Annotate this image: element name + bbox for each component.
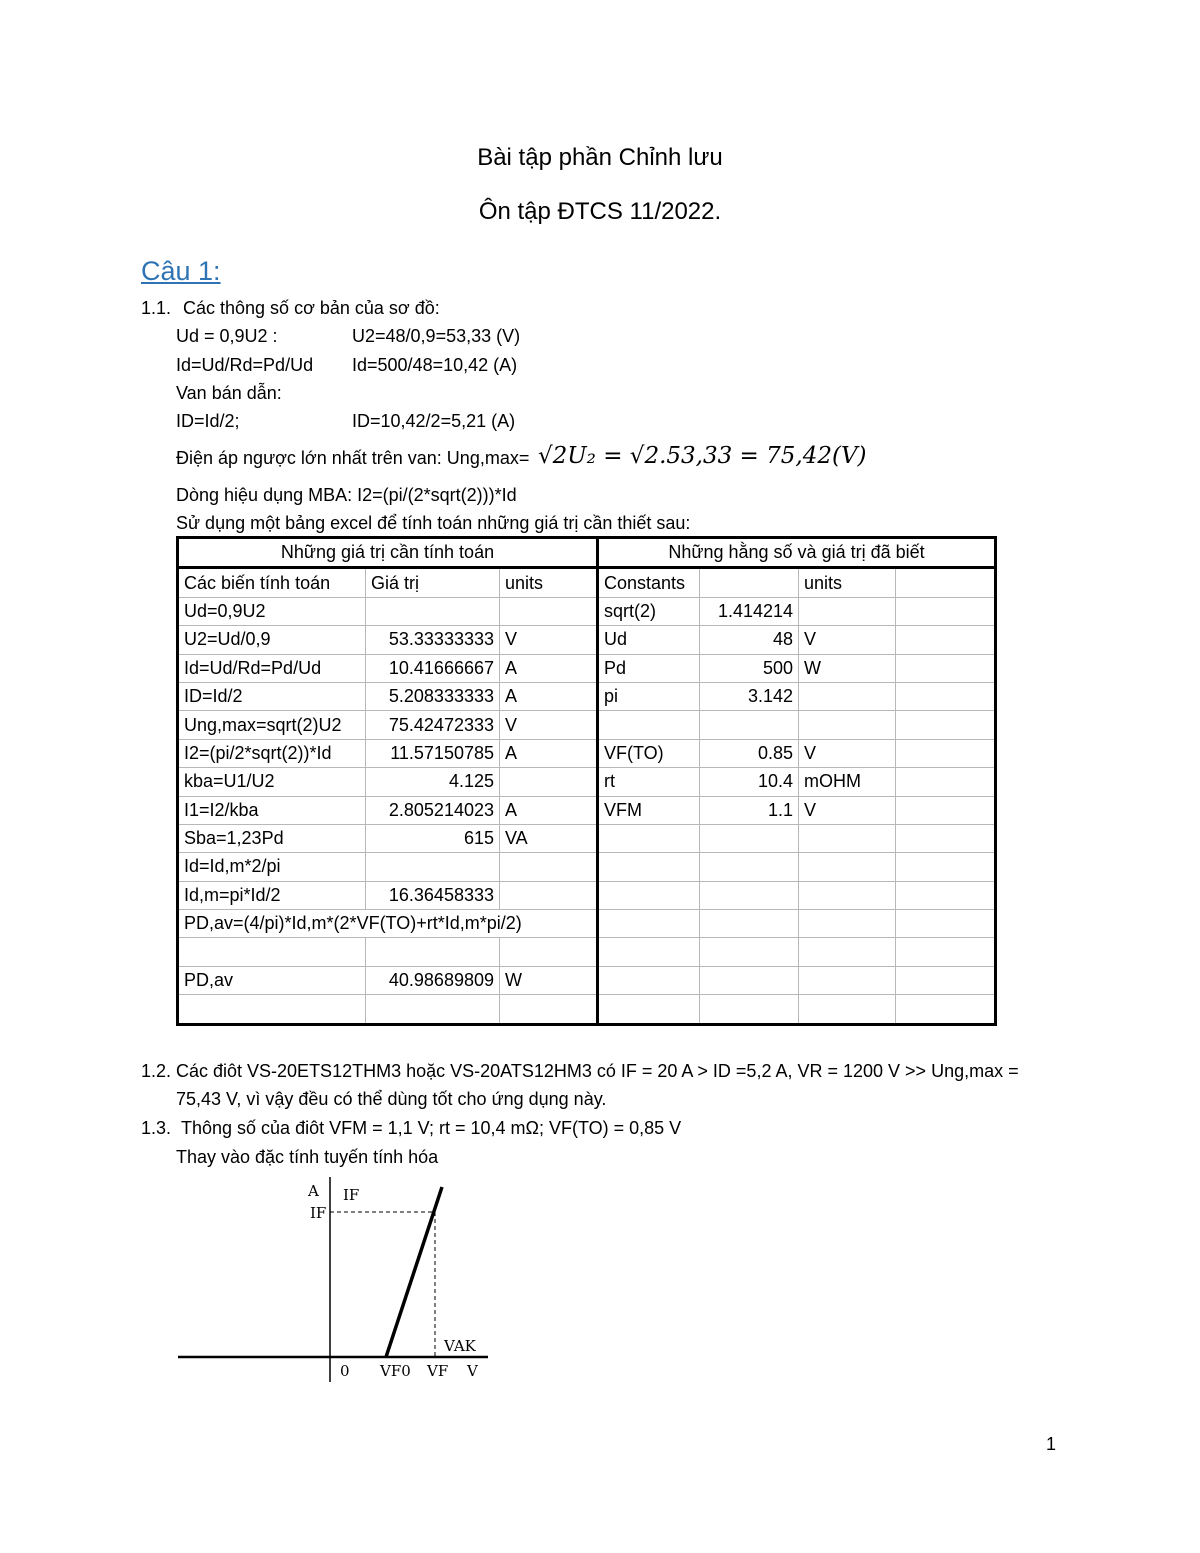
- table-cell: 10.41666667: [366, 654, 500, 682]
- transformer-current-text: Dòng hiệu dụng MBA: I2=(pi/(2*sqrt(2)))*Id: [176, 485, 517, 505]
- table-cell: [799, 597, 896, 625]
- table-cell: [178, 995, 366, 1024]
- table-cell: [896, 768, 996, 796]
- formula-id-left: Id=Ud/Rd=Pd/Ud: [176, 355, 314, 375]
- table-cell: [799, 824, 896, 852]
- table-cell: 53.33333333: [366, 626, 500, 654]
- table-cell: [700, 568, 799, 597]
- table-cell: A: [500, 796, 598, 824]
- table-cell: V: [799, 796, 896, 824]
- table-cell: Sba=1,23Pd: [178, 824, 366, 852]
- axis-label-a: A: [308, 1182, 319, 1200]
- page-number: 1: [1046, 1434, 1057, 1454]
- table-row: [178, 966, 996, 994]
- table-cell: 11.57150785: [366, 739, 500, 767]
- table-cell: [366, 853, 500, 881]
- table-cell: rt: [598, 768, 700, 796]
- page-subtitle: Ôn tập ĐTCS 11/2022.: [478, 198, 722, 225]
- table-cell: [896, 711, 996, 739]
- table-row: [178, 796, 996, 824]
- table-cell: PD,av: [178, 966, 366, 994]
- table-cell: [896, 682, 996, 710]
- table-cell: [700, 910, 799, 938]
- label-vf0: VF0: [380, 1362, 411, 1380]
- table-cell: 40.98689809: [366, 966, 500, 994]
- table-cell: VF(TO): [598, 739, 700, 767]
- table-cell: [799, 682, 896, 710]
- formula-ud-left: Ud = 0,9U2 :: [176, 326, 278, 346]
- table-cell: [598, 910, 700, 938]
- semiconductor-label: Van bán dẫn:: [176, 383, 282, 403]
- table-cell: 0.85: [700, 739, 799, 767]
- table-header-left: Những giá trị cần tính toán: [178, 538, 598, 568]
- table-cell: [366, 995, 500, 1024]
- table-cell: [896, 796, 996, 824]
- table-cell: Các biến tính toán: [178, 568, 366, 597]
- table-cell: [700, 995, 799, 1024]
- table-cell: mOHM: [799, 768, 896, 796]
- table-cell: [178, 938, 366, 966]
- table-row: [178, 711, 996, 739]
- table-cell: Pd: [598, 654, 700, 682]
- table-cell: [799, 966, 896, 994]
- table-cell: [366, 597, 500, 625]
- table-cell: 3.142: [700, 682, 799, 710]
- table-cell: V: [799, 739, 896, 767]
- table-cell: [366, 938, 500, 966]
- table-cell: [896, 881, 996, 909]
- item-1-2-line2: 75,43 V, vì vậy đều có thể dùng tốt cho ứng dụng này.: [176, 1089, 607, 1109]
- table-cell: [598, 711, 700, 739]
- table-cell: Id=Id,m*2/pi: [178, 853, 366, 881]
- table-cell: [598, 824, 700, 852]
- table-header-right: Những hằng số và giá trị đã biết: [598, 538, 996, 568]
- table-cell: VA: [500, 824, 598, 852]
- item-1-3-line1: Thông số của điôt VFM = 1,1 V; rt = 10,4 mΩ; VF(TO) = 0,85 V: [181, 1118, 682, 1138]
- table-cell: I2=(pi/2*sqrt(2))*Id: [178, 739, 366, 767]
- table-row: [178, 995, 996, 1024]
- table-cell: Id,m=pi*Id/2: [178, 881, 366, 909]
- diode-characteristic-graph: [170, 1172, 500, 1392]
- table-cell: [598, 995, 700, 1024]
- table-cell: [896, 597, 996, 625]
- table-cell: PD,av=(4/pi)*Id,m*(2*VF(TO)+rt*Id,m*pi/2): [178, 910, 598, 938]
- table-cell: [598, 881, 700, 909]
- table-row: [178, 910, 996, 938]
- item-1-2-number: 1.2.: [141, 1061, 172, 1081]
- table-cell: [700, 824, 799, 852]
- table-cell: 1.414214: [700, 597, 799, 625]
- table-cell: [799, 711, 896, 739]
- label-vak: VAK: [444, 1337, 476, 1355]
- table-cell: [896, 853, 996, 881]
- table-cell: [896, 626, 996, 654]
- table-cell: [799, 938, 896, 966]
- table-cell: [700, 966, 799, 994]
- table-cell: units: [799, 568, 896, 597]
- label-if-top: IF: [343, 1186, 360, 1204]
- table-cell: [500, 881, 598, 909]
- table-cell: 16.36458333: [366, 881, 500, 909]
- table-cell: pi: [598, 682, 700, 710]
- table-cell: 10.4: [700, 768, 799, 796]
- table-cell: units: [500, 568, 598, 597]
- table-row: [178, 597, 996, 625]
- item-1-3-number: 1.3.: [141, 1118, 172, 1138]
- table-cell: 5.208333333: [366, 682, 500, 710]
- table-cell: V: [500, 711, 598, 739]
- item-1-3-line2: Thay vào đặc tính tuyến tính hóa: [176, 1147, 439, 1167]
- table-row: [178, 938, 996, 966]
- table-cell: ID=Id/2: [178, 682, 366, 710]
- table-cell: [700, 881, 799, 909]
- calculation-table: [176, 536, 997, 1026]
- excel-intro-text: Sử dụng một bảng excel để tính toán những giá trị cần thiết sau:: [176, 513, 691, 533]
- table-row: [178, 654, 996, 682]
- table-cell: sqrt(2): [598, 597, 700, 625]
- item-1-1-number: 1.1.: [141, 298, 172, 318]
- table-cell: [896, 995, 996, 1024]
- table-cell: [896, 910, 996, 938]
- table-cell: [700, 853, 799, 881]
- table-cell: [799, 910, 896, 938]
- table-cell: [598, 853, 700, 881]
- table-row: [178, 568, 996, 597]
- reverse-voltage-text: Điện áp ngược lớn nhất trên van: Ung,max=: [176, 448, 530, 468]
- label-v: V: [467, 1362, 478, 1380]
- table-cell: kba=U1/U2: [178, 768, 366, 796]
- table-cell: U2=Ud/0,9: [178, 626, 366, 654]
- table-cell: V: [799, 626, 896, 654]
- table-cell: [799, 881, 896, 909]
- section-heading: Câu 1:: [141, 256, 221, 286]
- table-cell: [896, 966, 996, 994]
- table-row: [178, 626, 996, 654]
- table-cell: W: [500, 966, 598, 994]
- table-cell: [500, 995, 598, 1024]
- reverse-voltage-formula: √2U₂ = √2.53,33 = 75,42(V): [538, 443, 867, 469]
- table-cell: V: [500, 626, 598, 654]
- table-row: [178, 853, 996, 881]
- table-row: [178, 682, 996, 710]
- table-cell: 615: [366, 824, 500, 852]
- table-cell: [500, 853, 598, 881]
- table-cell: Id=Ud/Rd=Pd/Ud: [178, 654, 366, 682]
- table-cell: Ung,max=sqrt(2)U2: [178, 711, 366, 739]
- table-cell: A: [500, 682, 598, 710]
- table-cell: [500, 938, 598, 966]
- table-cell: [896, 824, 996, 852]
- table-cell: W: [799, 654, 896, 682]
- table-cell: 48: [700, 626, 799, 654]
- formula-u2-right: U2=48/0,9=53,33 (V): [352, 326, 521, 346]
- label-zero: 0: [340, 1362, 350, 1380]
- table-row: [178, 824, 996, 852]
- table-cell: Ud: [598, 626, 700, 654]
- item-1-1-text: Các thông số cơ bản của sơ đồ:: [183, 298, 440, 318]
- table-row: [178, 881, 996, 909]
- table-cell: [700, 711, 799, 739]
- table-cell: [500, 597, 598, 625]
- table-cell: 1.1: [700, 796, 799, 824]
- table-cell: [500, 768, 598, 796]
- table-cell: VFM: [598, 796, 700, 824]
- table-cell: A: [500, 654, 598, 682]
- table-row: [178, 739, 996, 767]
- table-cell: Ud=0,9U2: [178, 597, 366, 625]
- table-cell: [598, 938, 700, 966]
- table-cell: [700, 938, 799, 966]
- formula-id-right: Id=500/48=10,42 (A): [352, 355, 518, 375]
- formula-iD-left: ID=Id/2;: [176, 411, 240, 431]
- table-cell: 75.42472333: [366, 711, 500, 739]
- table-cell: 4.125: [366, 768, 500, 796]
- table-cell: [896, 568, 996, 597]
- table-cell: [799, 995, 896, 1024]
- label-if-axis: IF: [310, 1204, 327, 1222]
- table-cell: [598, 966, 700, 994]
- table-cell: Constants: [598, 568, 700, 597]
- table-cell: 500: [700, 654, 799, 682]
- label-vf: VF: [427, 1362, 449, 1380]
- table-cell: [896, 739, 996, 767]
- item-1-2-line1: Các điôt VS-20ETS12THM3 hoặc VS-20ATS12HM3 có IF = 20 A > ID =5,2 A, VR = 1200 V >> Ung,max =: [176, 1061, 1019, 1081]
- table-cell: I1=I2/kba: [178, 796, 366, 824]
- table-row: [178, 768, 996, 796]
- table-cell: [799, 853, 896, 881]
- table-cell: 2.805214023: [366, 796, 500, 824]
- table-cell: Giá trị: [366, 568, 500, 597]
- formula-iD-right: ID=10,42/2=5,21 (A): [352, 411, 516, 431]
- table-cell: [896, 654, 996, 682]
- page-title: Bài tập phần Chỉnh lưu: [477, 144, 723, 171]
- table-cell: [896, 938, 996, 966]
- table-cell: A: [500, 739, 598, 767]
